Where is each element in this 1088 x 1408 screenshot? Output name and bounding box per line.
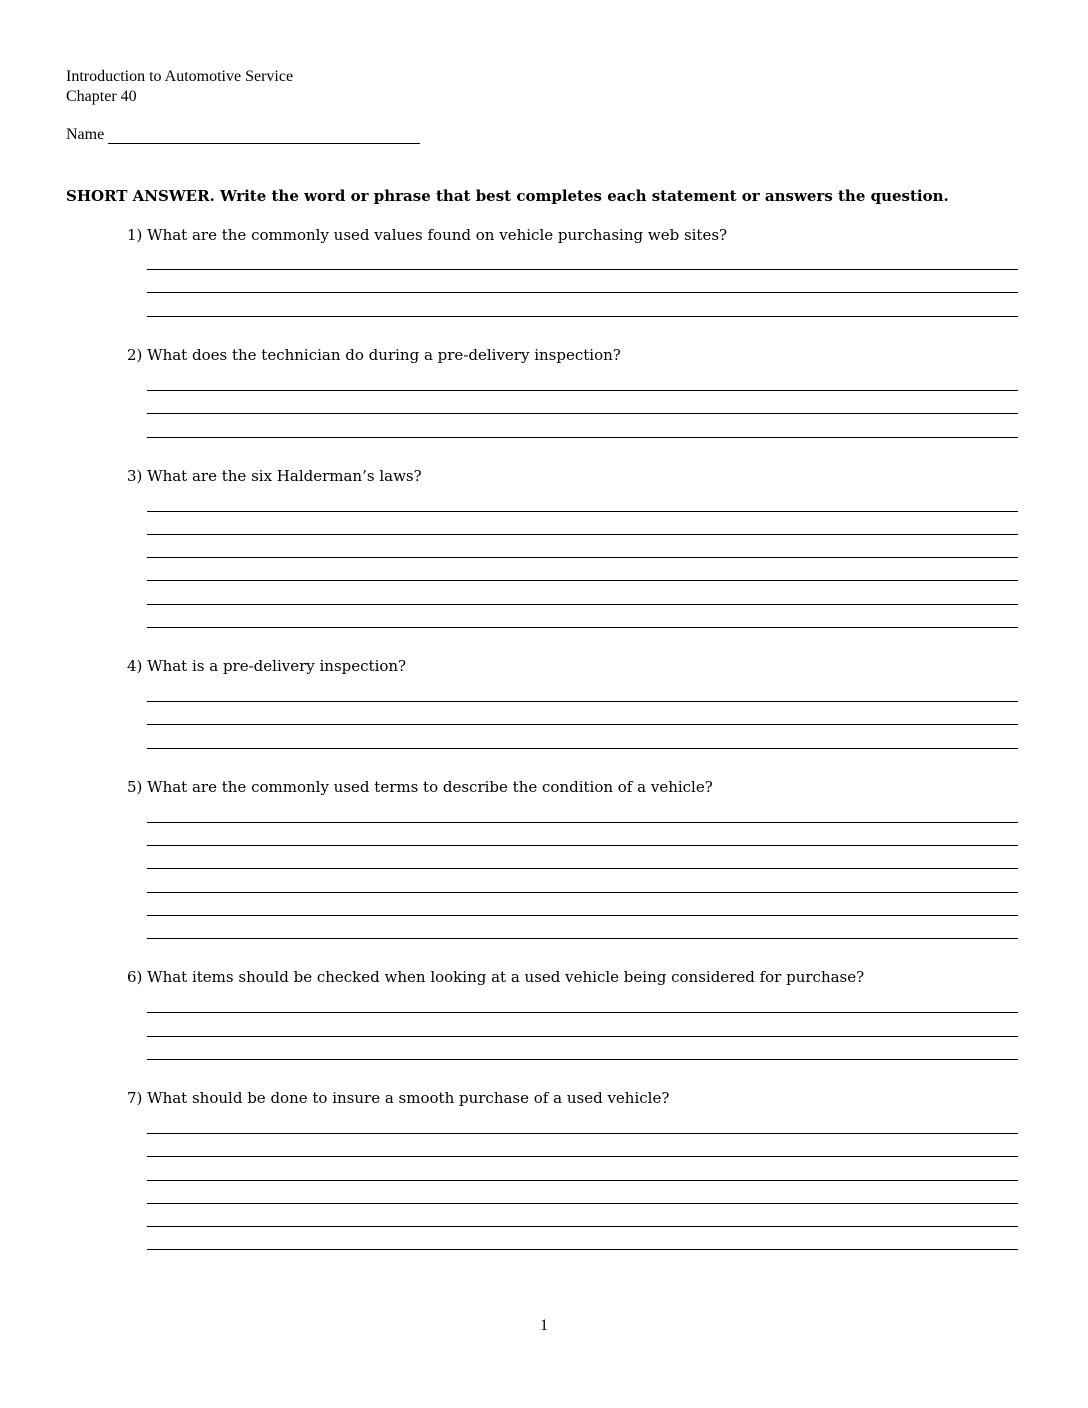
answer-line[interactable] [147,1249,1018,1250]
question-4: 4) What is a pre-delivery inspection? [127,657,407,675]
answer-line[interactable] [147,892,1018,893]
answer-line[interactable] [147,390,1018,391]
answer-line[interactable] [147,915,1018,916]
answer-line[interactable] [147,748,1018,749]
answer-line[interactable] [147,557,1018,558]
name-field-line[interactable] [108,143,420,144]
answer-line[interactable] [147,1059,1018,1060]
answer-line[interactable] [147,627,1018,628]
question-3: 3) What are the six Halderman’s laws? [127,467,422,485]
question-5: 5) What are the commonly used terms to describe the condition of a vehicle? [127,778,713,796]
answer-line[interactable] [147,1156,1018,1157]
instructions: SHORT ANSWER. Write the word or phrase that best completes each statement or answers the question. [66,187,949,205]
question-1: 1) What are the commonly used values found on vehicle purchasing web sites? [127,226,728,244]
answer-line[interactable] [147,292,1018,293]
answer-line[interactable] [147,1036,1018,1037]
answer-line[interactable] [147,413,1018,414]
answer-line[interactable] [147,534,1018,535]
answer-line[interactable] [147,269,1018,270]
answer-line[interactable] [147,868,1018,869]
answer-line[interactable] [147,1133,1018,1134]
answer-line[interactable] [147,316,1018,317]
chapter-label: Chapter 40 [66,88,137,105]
answer-line[interactable] [147,938,1018,939]
question-2: 2) What does the technician do during a pre-delivery inspection? [127,346,621,364]
answer-line[interactable] [147,845,1018,846]
answer-line[interactable] [147,822,1018,823]
question-6: 6) What items should be checked when looking at a used vehicle being considered for purchase? [127,968,865,986]
course-title: Introduction to Automotive Service [66,68,294,85]
answer-line[interactable] [147,1012,1018,1013]
answer-line[interactable] [147,724,1018,725]
answer-line[interactable] [147,437,1018,438]
answer-line[interactable] [147,701,1018,702]
page-number: 1 [540,1317,548,1334]
answer-line[interactable] [147,511,1018,512]
question-7: 7) What should be done to insure a smooth purchase of a used vehicle? [127,1089,670,1107]
answer-line[interactable] [147,580,1018,581]
answer-line[interactable] [147,604,1018,605]
answer-line[interactable] [147,1226,1018,1227]
answer-line[interactable] [147,1180,1018,1181]
answer-line[interactable] [147,1203,1018,1204]
name-label: Name [66,126,105,143]
